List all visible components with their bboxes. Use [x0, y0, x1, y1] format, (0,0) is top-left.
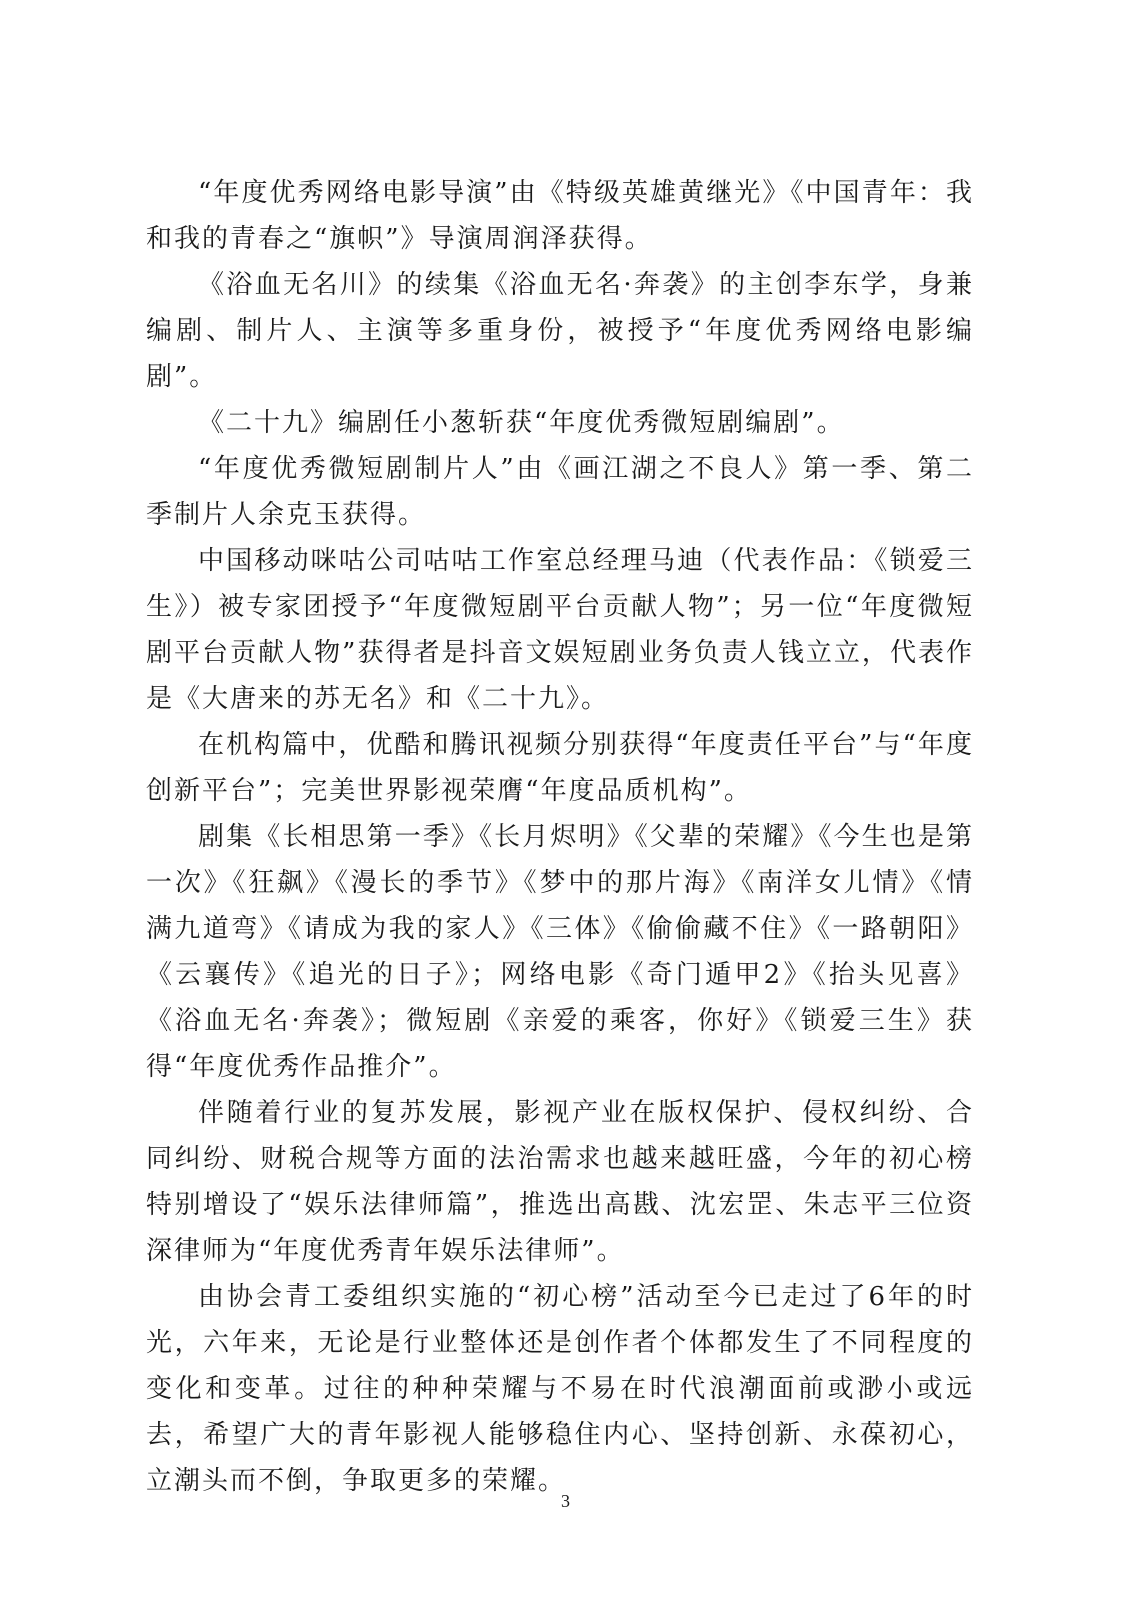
paragraph: 剧集《长相思第一季》《长月烬明》《父辈的荣耀》《今生也是第一次》《狂飙》《漫长的季节》《梦中的那片海》《南洋女儿情》《情满九道弯》《请成为我的家人》《三体》《偷偷藏不住》《一路朝阳》《云襄传》《追光的日子》；网络电影《奇门遁甲2》《抬头见喜》《浴血无名·奔袭》；微短剧《亲爱的乘客，你好》《锁爱三生》获得“年度优秀作品推介”。: [146, 822, 974, 1082]
paragraph: 由协会青工委组织实施的“初心榜”活动至今已走过了6年的时光，六年来，无论是行业整体还是创作者个体都发生了不同程度的变化和变革。过往的种种荣耀与不易在时代浪潮面前或渺小或远去，希望广大的青年影视人能够稳住内心、坚持创新、永葆初心，立潮头而不倒，争取更多的荣耀。: [146, 1282, 974, 1496]
paragraph: 《二十九》编剧任小葱斩获“年度优秀微短剧编剧”。: [198, 408, 845, 438]
paragraph: 伴随着行业的复苏发展，影视产业在版权保护、侵权纠纷、合同纠纷、财税合规等方面的法治需求也越来越旺盛，今年的初心榜特别增设了“娱乐法律师篇”，推选出高戡、沈宏罡、朱志平三位资深律师为“年度优秀青年娱乐法律师”。: [146, 1098, 974, 1266]
page-number: 3: [561, 1491, 570, 1511]
body-text: [146, 170, 974, 1504]
paragraph: 在机构篇中，优酷和腾讯视频分别获得“年度责任平台”与“年度创新平台”；完美世界影视荣膺“年度品质机构”。: [146, 730, 974, 806]
paragraph: “年度优秀微短剧制片人”由《画江湖之不良人》第一季、第二季制片人余克玉获得。: [146, 454, 974, 530]
paragraph: 中国移动咪咕公司咕咕工作室总经理马迪（代表作品：《锁爱三生》）被专家团授予“年度微短剧平台贡献人物”；另一位“年度微短剧平台贡献人物”获得者是抖音文娱短剧业务负责人钱立立，代表作是《大唐来的苏无名》和《二十九》。: [146, 546, 974, 714]
paragraph: “年度优秀网络电影导演”由《特级英雄黄继光》《中国青年：我和我的青春之“旗帜”》导演周润泽获得。: [146, 178, 974, 254]
paragraph: 《浴血无名川》的续集《浴血无名·奔袭》的主创李东学，身兼编剧、制片人、主演等多重身份，被授予“年度优秀网络电影编剧”。: [146, 270, 974, 392]
